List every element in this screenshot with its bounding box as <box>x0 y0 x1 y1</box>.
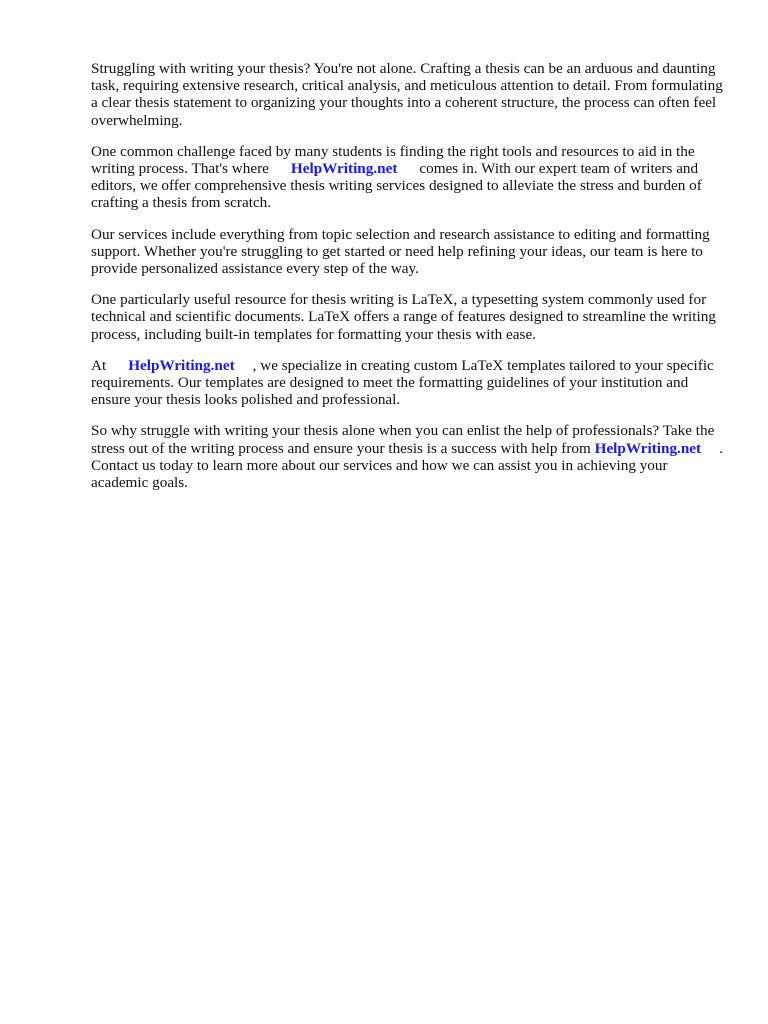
paragraph-challenge-text-before: One common challenge faced by many students is finding the right tools and resources to aid in the writing process. That's where <box>91 142 695 178</box>
paragraph-templates-text-before: At <box>91 356 107 374</box>
paragraph-intro <box>91 60 723 129</box>
paragraph-latex <box>91 291 723 343</box>
paragraph-closing <box>91 422 723 491</box>
paragraph-latex-text: One particularly useful resource for thesis writing is LaTeX, a typesetting system commonly used for technical and scientific documents. LaTeX offers a range of features designed to streamline the writing process, including built-in templates for formatting your thesis with ease. <box>91 291 716 343</box>
paragraph-challenge-text-after: comes in. With our expert team of writers and editors, we offer comprehensive thesis writing services designed to alleviate the stress and burden of crafting a thesis from scratch. <box>91 160 702 212</box>
helpwriting-link[interactable]: HelpWriting.net <box>128 356 235 374</box>
document-body <box>91 60 723 505</box>
paragraph-intro-text: Struggling with writing your thesis? You're not alone. Crafting a thesis can be an arduous and daunting task, requiring extensive research, critical analysis, and meticulous attention to detail. From formulating a clear thesis statement to organizing your thoughts into a coherent structure, the process can often feel overwhelming. <box>91 60 723 129</box>
helpwriting-link[interactable]: HelpWriting.net <box>290 160 398 178</box>
paragraph-closing-text-before: So why struggle with writing your thesis alone when you can enlist the help of professionals? Take the stress out of the writing process and ensure your thesis is a success with help from <box>91 422 715 457</box>
paragraph-services <box>91 226 723 278</box>
paragraph-challenge <box>91 143 723 212</box>
paragraph-closing-text-after: . Contact us today to learn more about our services and how we can assist you in achieving your academic goals. <box>91 439 723 492</box>
paragraph-templates <box>91 357 723 409</box>
paragraph-templates-text-after: , we specialize in creating custom LaTeX templates tailored to your specific requirements. Our templates are designed to meet the formatting guidelines of your institution and ensure your thesis looks polished and professional. <box>91 356 714 409</box>
paragraph-services-text: Our services include everything from topic selection and research assistance to editing and formatting support. Whether you're struggling to get started or need help refining your ideas, our team is here to provide personalized assistance every step of the way. <box>91 225 710 278</box>
helpwriting-link[interactable]: HelpWriting.net <box>594 439 702 457</box>
